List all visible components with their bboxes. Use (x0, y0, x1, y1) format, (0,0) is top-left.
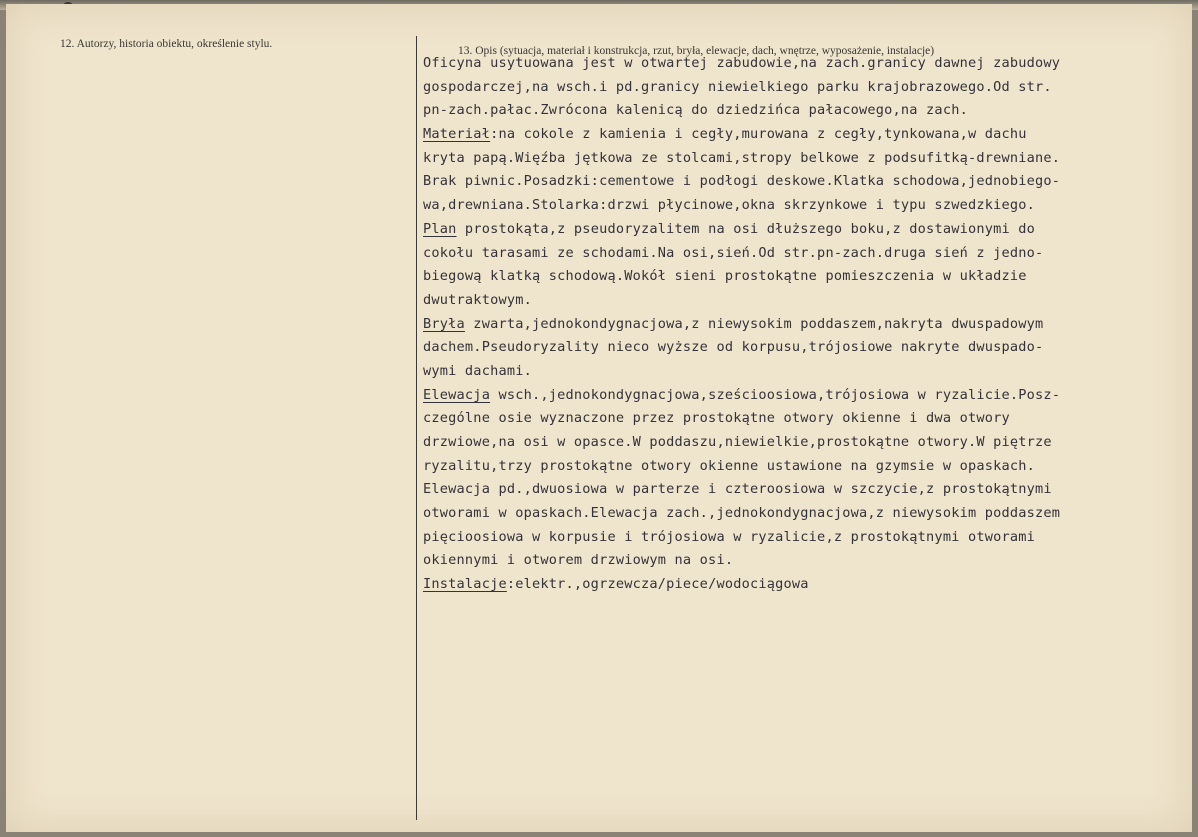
typed-line: dachem.Pseudoryzality nieco wyższe od korpusu,trójosiowe nakryte dwuspado- (423, 339, 1044, 356)
typed-line: Elewacja pd.,dwuosiowa w parterze i czteroosiowa w szczycie,z prostokątnymi (423, 481, 1052, 498)
typed-line: okiennymi i otworem drzwiowym na osi. (423, 552, 734, 569)
typed-line: wymi dachami. (423, 362, 532, 379)
typed-line-bryla: Bryła zwarta,jednokondygnacjowa,z niewysokim poddaszem,nakryta dwuspadowym (423, 315, 1044, 332)
typed-line: wa,drewniana.Stolarka:drzwi płycinowe,okna skrzynkowe i typu szwedzkiego. (423, 197, 1036, 214)
typed-line: czególne osie wyznaczone przez prostokątne otwory okienne i dwa otwory (423, 410, 1010, 427)
typed-line: gospodarczej,na wsch.i pd.granicy niewielkiego parku krajobrazowego.Od str. (423, 78, 1052, 95)
section-keyword: Plan (423, 220, 457, 237)
typed-line-instalacje: Instalacje:elektr.,ogrzewcza/piece/wodociągowa (423, 576, 809, 593)
typed-line: dwutraktowym. (423, 291, 532, 308)
typed-line-plan: Plan prostokąta,z pseudoryzalitem na osi dłuższego boku,z dostawionymi do (423, 220, 1036, 237)
typed-line: pn-zach.pałac.Zwrócona kalenicą do dziedzińca pałacowego,na zach. (423, 102, 968, 119)
section-keyword: Elewacja (423, 386, 491, 403)
field-13-label: 13. Opis (sytuacja, materiał i konstrukcja, rzut, bryła, elewacje, dach, wnętrze, wyposażenie, instalacje) (458, 45, 935, 57)
typed-line: kryta papą.Więźba jętkowa ze stolcami,stropy belkowe z podsufitką-drewniane. (423, 149, 1061, 166)
typed-line-material: Materiał:na cokole z kamienia i cegły,murowana z cegły,tynkowana,w dachu (423, 126, 1027, 143)
typed-line: cokołu tarasami ze schodami.Na osi,sień.Od str.pn-zach.druga sień z jedno- (423, 244, 1044, 261)
typed-line: otworami w opaskach.Elewacja zach.,jednokondygnacjowa,z niewysokim poddaszem (423, 505, 1061, 522)
column-divider (416, 36, 417, 820)
typed-line: Oficyna usytuowana jest w otwartej zabudowie,na zach.granicy dawnej zabudowy (423, 55, 1061, 71)
typed-line: Brak piwnic.Posadzki:cementowe i podłogi deskowe.Klatka schodowa,jednobiego- (423, 173, 1061, 190)
typed-line-elewacja: Elewacja wsch.,jednokondygnacjowa,sześcioosiowa,trójosiowa w ryzalicie.Posz- (423, 386, 1061, 403)
section-keyword: Materiał (423, 126, 491, 143)
typed-line: pięcioosiowa w korpusie i trójosiowa w ryzalicie,z prostokątnymi otworami (423, 528, 1036, 545)
field-12-label: 12. Autorzy, historia obiektu, określenie stylu. (60, 38, 273, 50)
typed-line: biegową klatką schodową.Wokół sieni prostokątne pomieszczenia w układzie (423, 268, 1027, 285)
typed-line: drzwiowe,na osi w opasce.W poddaszu,niewielkie,prostokątne otwory.W piętrze (423, 434, 1052, 450)
typed-description (423, 52, 1193, 597)
typed-line: ryzalitu,trzy prostokątne otwory okienne ustawione na gzymsie w opaskach. (423, 457, 1036, 474)
section-keyword: Bryła (423, 315, 465, 332)
section-keyword: Instalacje (423, 576, 507, 593)
